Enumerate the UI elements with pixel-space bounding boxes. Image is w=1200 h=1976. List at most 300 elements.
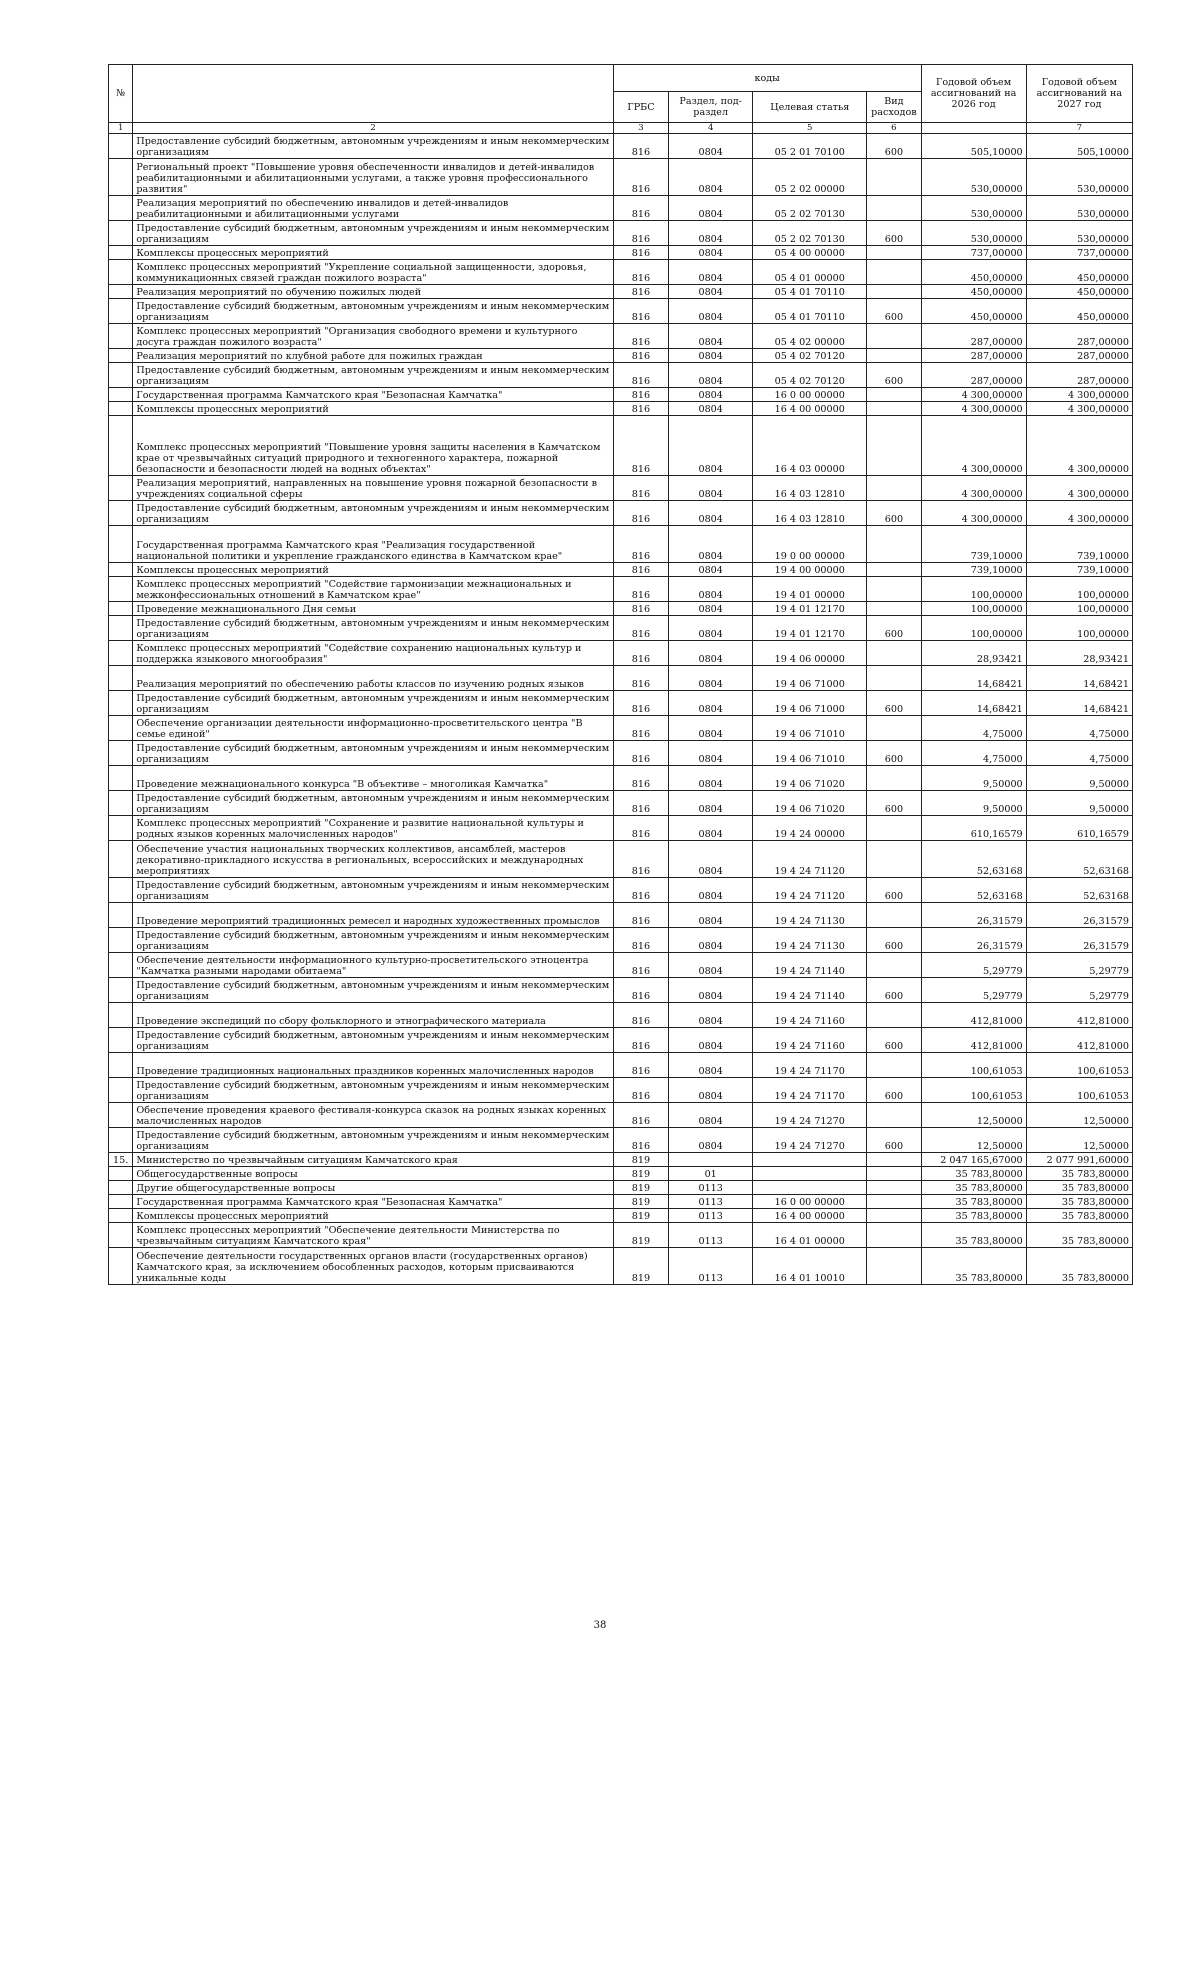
row-name: Комплекс процессных мероприятий "Содействие сохранению национальных культур и поддержка языкового многообразия" bbox=[133, 641, 613, 666]
row-name: Обеспечение проведения краевого фестиваля-конкурса сказок на родных языках коренных малочисленных народов bbox=[133, 1103, 613, 1128]
row-target: 16 0 00 00000 bbox=[753, 1195, 867, 1209]
table-row bbox=[109, 221, 1133, 246]
row-section: 0804 bbox=[669, 716, 753, 741]
row-name: Предоставление субсидий бюджетным, автономным учреждениям и иным некоммерческим организациям bbox=[133, 1028, 613, 1053]
row-kind bbox=[867, 841, 921, 878]
row-amount-2026: 9,50000 bbox=[921, 791, 1026, 816]
row-amount-2026: 100,00000 bbox=[921, 616, 1026, 641]
row-name: Проведение межнационального Дня семьи bbox=[133, 602, 613, 616]
row-name: Реализация мероприятий по клубной работе для пожилых граждан bbox=[133, 349, 613, 363]
row-grbs: 816 bbox=[613, 928, 668, 953]
row-section: 0804 bbox=[669, 324, 753, 349]
row-grbs: 816 bbox=[613, 285, 668, 299]
header-colnum-3: 3 bbox=[613, 123, 668, 134]
row-section: 0804 bbox=[669, 299, 753, 324]
row-target: 19 4 24 00000 bbox=[753, 816, 867, 841]
row-grbs: 816 bbox=[613, 716, 668, 741]
budget-table-sheet bbox=[108, 64, 1133, 1285]
row-name: Реализация мероприятий, направленных на повышение уровня пожарной безопасности в учреждениях социальной сферы bbox=[133, 476, 613, 501]
row-grbs: 816 bbox=[613, 953, 668, 978]
row-target: 19 4 06 71020 bbox=[753, 766, 867, 791]
row-number bbox=[109, 563, 133, 577]
row-target: 19 4 06 71000 bbox=[753, 691, 867, 716]
row-name: Обеспечение деятельности государственных органов власти (государственных органов) Камчатского края, за исключением обособленных расходов, которым присваиваются уникальные коды bbox=[133, 1248, 613, 1285]
row-section: 0804 bbox=[669, 402, 753, 416]
table-row bbox=[109, 1153, 1133, 1167]
row-kind: 600 bbox=[867, 299, 921, 324]
row-grbs: 816 bbox=[613, 878, 668, 903]
table-row bbox=[109, 691, 1133, 716]
row-target: 19 4 06 71010 bbox=[753, 741, 867, 766]
row-target: 16 4 00 00000 bbox=[753, 1209, 867, 1223]
row-kind bbox=[867, 324, 921, 349]
row-amount-2027: 52,63168 bbox=[1026, 878, 1132, 903]
table-row bbox=[109, 1078, 1133, 1103]
row-grbs: 816 bbox=[613, 903, 668, 928]
header-section: Раздел, под-раздел bbox=[669, 92, 753, 123]
row-name: Проведение мероприятий традиционных ремесел и народных художественных промыслов bbox=[133, 903, 613, 928]
row-grbs: 816 bbox=[613, 1128, 668, 1153]
row-target: 19 4 24 71120 bbox=[753, 878, 867, 903]
row-grbs: 819 bbox=[613, 1209, 668, 1223]
row-name: Реализация мероприятий по обучению пожилых людей bbox=[133, 285, 613, 299]
table-row bbox=[109, 1128, 1133, 1153]
row-number bbox=[109, 526, 133, 563]
table-row bbox=[109, 388, 1133, 402]
row-amount-2027: 35 783,80000 bbox=[1026, 1195, 1132, 1209]
row-amount-2026: 26,31579 bbox=[921, 903, 1026, 928]
row-target: 19 4 24 71140 bbox=[753, 978, 867, 1003]
header-kind: Вид расходов bbox=[867, 92, 921, 123]
row-section: 0804 bbox=[669, 563, 753, 577]
header-no: № bbox=[109, 65, 133, 123]
row-amount-2026: 52,63168 bbox=[921, 878, 1026, 903]
row-amount-2027: 412,81000 bbox=[1026, 1028, 1132, 1053]
row-kind bbox=[867, 196, 921, 221]
row-amount-2026: 739,10000 bbox=[921, 563, 1026, 577]
row-amount-2027: 739,10000 bbox=[1026, 526, 1132, 563]
row-amount-2026: 100,00000 bbox=[921, 602, 1026, 616]
row-kind: 600 bbox=[867, 221, 921, 246]
header-colnum-1: 1 bbox=[109, 123, 133, 134]
row-amount-2026: 505,10000 bbox=[921, 134, 1026, 159]
table-row bbox=[109, 1248, 1133, 1285]
row-grbs: 816 bbox=[613, 196, 668, 221]
table-row bbox=[109, 1195, 1133, 1209]
row-kind: 600 bbox=[867, 1078, 921, 1103]
row-amount-2026: 739,10000 bbox=[921, 526, 1026, 563]
table-row bbox=[109, 1003, 1133, 1028]
row-kind bbox=[867, 1248, 921, 1285]
header-target: Целевая статья bbox=[753, 92, 867, 123]
row-amount-2026: 4 300,00000 bbox=[921, 388, 1026, 402]
header-colnum-7: 7 bbox=[1026, 123, 1132, 134]
row-section: 0804 bbox=[669, 260, 753, 285]
row-kind bbox=[867, 526, 921, 563]
row-kind: 600 bbox=[867, 928, 921, 953]
row-amount-2027: 530,00000 bbox=[1026, 196, 1132, 221]
row-kind bbox=[867, 1223, 921, 1248]
row-kind: 600 bbox=[867, 878, 921, 903]
row-amount-2027: 737,00000 bbox=[1026, 246, 1132, 260]
row-target: 05 2 02 70130 bbox=[753, 196, 867, 221]
row-amount-2027: 4 300,00000 bbox=[1026, 416, 1132, 476]
row-number bbox=[109, 260, 133, 285]
row-number bbox=[109, 1028, 133, 1053]
row-name: Предоставление субсидий бюджетным, автономным учреждениям и иным некоммерческим организациям bbox=[133, 363, 613, 388]
row-amount-2026: 530,00000 bbox=[921, 196, 1026, 221]
row-name: Предоставление субсидий бюджетным, автономным учреждениям и иным некоммерческим организациям bbox=[133, 928, 613, 953]
row-name: Предоставление субсидий бюджетным, автономным учреждениям и иным некоммерческим организациям bbox=[133, 1128, 613, 1153]
row-grbs: 819 bbox=[613, 1195, 668, 1209]
row-amount-2027: 450,00000 bbox=[1026, 260, 1132, 285]
row-amount-2026: 5,29779 bbox=[921, 978, 1026, 1003]
row-target: 19 4 24 71270 bbox=[753, 1103, 867, 1128]
row-section: 0804 bbox=[669, 741, 753, 766]
row-name: Проведение традиционных национальных праздников коренных малочисленных народов bbox=[133, 1053, 613, 1078]
row-number bbox=[109, 741, 133, 766]
row-number bbox=[109, 196, 133, 221]
row-kind: 600 bbox=[867, 363, 921, 388]
row-kind bbox=[867, 816, 921, 841]
row-kind bbox=[867, 159, 921, 196]
row-name: Комплексы процессных мероприятий bbox=[133, 1209, 613, 1223]
row-section: 0113 bbox=[669, 1181, 753, 1195]
row-number bbox=[109, 953, 133, 978]
header-2026: Годовой объем ассигнований на 2026 год bbox=[921, 65, 1026, 123]
table-row bbox=[109, 1223, 1133, 1248]
row-target: 19 4 24 71170 bbox=[753, 1078, 867, 1103]
row-section: 0804 bbox=[669, 246, 753, 260]
row-kind bbox=[867, 1209, 921, 1223]
row-number bbox=[109, 1003, 133, 1028]
row-section: 01 bbox=[669, 1167, 753, 1181]
row-name: Предоставление субсидий бюджетным, автономным учреждениям и иным некоммерческим организациям bbox=[133, 221, 613, 246]
row-name: Министерство по чрезвычайным ситуациям Камчатского края bbox=[133, 1153, 613, 1167]
page-number: 38 bbox=[593, 1620, 607, 1631]
row-amount-2026: 530,00000 bbox=[921, 221, 1026, 246]
header-name bbox=[133, 65, 613, 123]
row-number bbox=[109, 616, 133, 641]
row-grbs: 816 bbox=[613, 134, 668, 159]
header-colnum-4: 4 bbox=[669, 123, 753, 134]
row-grbs: 816 bbox=[613, 349, 668, 363]
row-kind bbox=[867, 349, 921, 363]
row-number bbox=[109, 1167, 133, 1181]
row-section: 0804 bbox=[669, 1128, 753, 1153]
table-row bbox=[109, 260, 1133, 285]
table-row bbox=[109, 978, 1133, 1003]
row-amount-2027: 14,68421 bbox=[1026, 691, 1132, 716]
row-number bbox=[109, 363, 133, 388]
table-row bbox=[109, 416, 1133, 476]
row-name: Государственная программа Камчатского края "Реализация государственной национальной политики и укрепление гражданского единства в Камчатском крае" bbox=[133, 526, 613, 563]
row-kind bbox=[867, 1181, 921, 1195]
row-amount-2026: 35 783,80000 bbox=[921, 1195, 1026, 1209]
row-target: 05 4 01 00000 bbox=[753, 260, 867, 285]
row-amount-2026: 412,81000 bbox=[921, 1003, 1026, 1028]
row-target: 05 4 02 70120 bbox=[753, 349, 867, 363]
row-grbs: 816 bbox=[613, 816, 668, 841]
table-row bbox=[109, 903, 1133, 928]
row-number bbox=[109, 791, 133, 816]
row-name: Предоставление субсидий бюджетным, автономным учреждениям и иным некоммерческим организациям bbox=[133, 791, 613, 816]
row-number bbox=[109, 501, 133, 526]
row-section: 0804 bbox=[669, 791, 753, 816]
row-amount-2026: 100,00000 bbox=[921, 577, 1026, 602]
row-name: Проведение межнационального конкурса "В объективе – многоликая Камчатка" bbox=[133, 766, 613, 791]
table-row bbox=[109, 1053, 1133, 1078]
table-row bbox=[109, 766, 1133, 791]
row-number bbox=[109, 388, 133, 402]
row-kind: 600 bbox=[867, 741, 921, 766]
table-body bbox=[109, 134, 1133, 1285]
row-amount-2026: 35 783,80000 bbox=[921, 1181, 1026, 1195]
row-target: 19 4 24 71140 bbox=[753, 953, 867, 978]
row-name: Обеспечение участия национальных творческих коллективов, ансамблей, мастеров декоративно-прикладного искусства в региональных, всероссийских и международных мероприятиях bbox=[133, 841, 613, 878]
row-target bbox=[753, 1153, 867, 1167]
row-section: 0804 bbox=[669, 616, 753, 641]
row-number bbox=[109, 691, 133, 716]
row-target: 19 0 00 00000 bbox=[753, 526, 867, 563]
row-kind bbox=[867, 1153, 921, 1167]
row-kind bbox=[867, 402, 921, 416]
row-amount-2026: 287,00000 bbox=[921, 349, 1026, 363]
row-section: 0804 bbox=[669, 363, 753, 388]
row-number bbox=[109, 246, 133, 260]
row-amount-2027: 530,00000 bbox=[1026, 221, 1132, 246]
row-target: 05 4 02 70120 bbox=[753, 363, 867, 388]
row-amount-2027: 4 300,00000 bbox=[1026, 402, 1132, 416]
row-amount-2027: 100,00000 bbox=[1026, 577, 1132, 602]
table-row bbox=[109, 526, 1133, 563]
header-2027: Годовой объем ассигнований на 2027 год bbox=[1026, 65, 1132, 123]
row-grbs: 816 bbox=[613, 299, 668, 324]
row-section: 0804 bbox=[669, 953, 753, 978]
row-grbs: 816 bbox=[613, 1078, 668, 1103]
row-amount-2026: 4,75000 bbox=[921, 716, 1026, 741]
row-section: 0804 bbox=[669, 1028, 753, 1053]
row-kind bbox=[867, 903, 921, 928]
row-grbs: 816 bbox=[613, 641, 668, 666]
row-number bbox=[109, 134, 133, 159]
row-amount-2026: 52,63168 bbox=[921, 841, 1026, 878]
row-grbs: 816 bbox=[613, 221, 668, 246]
row-target: 05 4 02 00000 bbox=[753, 324, 867, 349]
row-kind bbox=[867, 260, 921, 285]
row-kind bbox=[867, 1003, 921, 1028]
row-target: 19 4 06 71000 bbox=[753, 666, 867, 691]
row-number bbox=[109, 1248, 133, 1285]
row-amount-2026: 100,61053 bbox=[921, 1078, 1026, 1103]
row-number bbox=[109, 1181, 133, 1195]
row-target: 19 4 24 71270 bbox=[753, 1128, 867, 1153]
row-name: Предоставление субсидий бюджетным, автономным учреждениям и иным некоммерческим организациям bbox=[133, 616, 613, 641]
row-kind bbox=[867, 766, 921, 791]
row-target: 16 4 03 12810 bbox=[753, 476, 867, 501]
table-row bbox=[109, 1167, 1133, 1181]
row-amount-2026: 26,31579 bbox=[921, 928, 1026, 953]
row-number: 15. bbox=[109, 1153, 133, 1167]
row-number bbox=[109, 1128, 133, 1153]
header-colnum-2: 2 bbox=[133, 123, 613, 134]
row-grbs: 816 bbox=[613, 1028, 668, 1053]
row-grbs: 816 bbox=[613, 416, 668, 476]
row-number bbox=[109, 716, 133, 741]
row-kind bbox=[867, 666, 921, 691]
row-name: Комплекс процессных мероприятий "Обеспечение деятельности Министерства по чрезвычайным ситуациям Камчатского края" bbox=[133, 1223, 613, 1248]
row-grbs: 819 bbox=[613, 1248, 668, 1285]
row-amount-2026: 5,29779 bbox=[921, 953, 1026, 978]
row-section: 0804 bbox=[669, 666, 753, 691]
row-section: 0804 bbox=[669, 1053, 753, 1078]
row-target: 19 4 24 71170 bbox=[753, 1053, 867, 1078]
row-section: 0804 bbox=[669, 691, 753, 716]
row-amount-2027: 12,50000 bbox=[1026, 1128, 1132, 1153]
row-amount-2027: 100,00000 bbox=[1026, 602, 1132, 616]
row-kind: 600 bbox=[867, 691, 921, 716]
table-row bbox=[109, 741, 1133, 766]
row-amount-2026: 4 300,00000 bbox=[921, 402, 1026, 416]
row-grbs: 816 bbox=[613, 526, 668, 563]
row-target: 16 0 00 00000 bbox=[753, 388, 867, 402]
row-grbs: 816 bbox=[613, 246, 668, 260]
row-name: Реализация мероприятий по обеспечению инвалидов и детей-инвалидов реабилитационными и абилитационными услугами bbox=[133, 196, 613, 221]
row-name: Обеспечение деятельности информационного культурно-просветительского этноцентра "Камчатка разными народами обитаема" bbox=[133, 953, 613, 978]
row-name: Предоставление субсидий бюджетным, автономным учреждениям и иным некоммерческим организациям bbox=[133, 978, 613, 1003]
row-kind bbox=[867, 716, 921, 741]
row-target: 19 4 01 12170 bbox=[753, 602, 867, 616]
row-name: Комплексы процессных мероприятий bbox=[133, 246, 613, 260]
table-row bbox=[109, 1103, 1133, 1128]
row-grbs: 816 bbox=[613, 577, 668, 602]
row-kind bbox=[867, 1167, 921, 1181]
table-row bbox=[109, 476, 1133, 501]
row-amount-2027: 28,93421 bbox=[1026, 641, 1132, 666]
row-amount-2027: 52,63168 bbox=[1026, 841, 1132, 878]
row-name: Комплекс процессных мероприятий "Организация свободного времени и культурного досуга граждан пожилого возраста" bbox=[133, 324, 613, 349]
row-section: 0804 bbox=[669, 903, 753, 928]
row-amount-2027: 9,50000 bbox=[1026, 766, 1132, 791]
row-amount-2026: 14,68421 bbox=[921, 666, 1026, 691]
row-section: 0804 bbox=[669, 134, 753, 159]
row-number bbox=[109, 1078, 133, 1103]
row-grbs: 816 bbox=[613, 791, 668, 816]
row-amount-2026: 610,16579 bbox=[921, 816, 1026, 841]
row-name: Комплексы процессных мероприятий bbox=[133, 402, 613, 416]
table-row bbox=[109, 349, 1133, 363]
row-target: 19 4 24 71160 bbox=[753, 1028, 867, 1053]
row-name: Обеспечение организации деятельности информационно-просветительского центра "В семье единой" bbox=[133, 716, 613, 741]
row-number bbox=[109, 1223, 133, 1248]
row-kind bbox=[867, 246, 921, 260]
row-section: 0804 bbox=[669, 602, 753, 616]
row-grbs: 816 bbox=[613, 978, 668, 1003]
row-target: 19 4 24 71160 bbox=[753, 1003, 867, 1028]
row-number bbox=[109, 1195, 133, 1209]
row-amount-2027: 610,16579 bbox=[1026, 816, 1132, 841]
row-amount-2027: 35 783,80000 bbox=[1026, 1248, 1132, 1285]
row-grbs: 816 bbox=[613, 616, 668, 641]
row-number bbox=[109, 1103, 133, 1128]
row-grbs: 816 bbox=[613, 666, 668, 691]
row-amount-2027: 2 077 991,60000 bbox=[1026, 1153, 1132, 1167]
row-grbs: 819 bbox=[613, 1153, 668, 1167]
row-grbs: 816 bbox=[613, 741, 668, 766]
table-row bbox=[109, 666, 1133, 691]
row-amount-2027: 505,10000 bbox=[1026, 134, 1132, 159]
row-target: 19 4 24 71130 bbox=[753, 903, 867, 928]
row-grbs: 816 bbox=[613, 363, 668, 388]
table-row bbox=[109, 501, 1133, 526]
row-amount-2027: 287,00000 bbox=[1026, 363, 1132, 388]
row-section: 0804 bbox=[669, 285, 753, 299]
row-name: Предоставление субсидий бюджетным, автономным учреждениям и иным некоммерческим организациям bbox=[133, 878, 613, 903]
row-target: 05 2 02 00000 bbox=[753, 159, 867, 196]
row-grbs: 816 bbox=[613, 602, 668, 616]
row-target: 16 4 03 00000 bbox=[753, 416, 867, 476]
row-amount-2026: 4,75000 bbox=[921, 741, 1026, 766]
table-row bbox=[109, 716, 1133, 741]
row-amount-2026: 2 047 165,67000 bbox=[921, 1153, 1026, 1167]
row-amount-2026: 35 783,80000 bbox=[921, 1167, 1026, 1181]
row-amount-2026: 9,50000 bbox=[921, 766, 1026, 791]
row-amount-2027: 35 783,80000 bbox=[1026, 1223, 1132, 1248]
table-row bbox=[109, 953, 1133, 978]
row-name: Комплексы процессных мероприятий bbox=[133, 563, 613, 577]
row-name: Региональный проект "Повышение уровня обеспеченности инвалидов и детей-инвалидов реабилитационными и абилитационными услугами, а также уровня профессионального развития" bbox=[133, 159, 613, 196]
row-section: 0804 bbox=[669, 526, 753, 563]
row-number bbox=[109, 577, 133, 602]
row-section: 0804 bbox=[669, 1103, 753, 1128]
row-number bbox=[109, 602, 133, 616]
row-name: Государственная программа Камчатского края "Безопасная Камчатка" bbox=[133, 388, 613, 402]
row-section: 0804 bbox=[669, 196, 753, 221]
row-amount-2026: 12,50000 bbox=[921, 1128, 1026, 1153]
table-row bbox=[109, 641, 1133, 666]
table-row bbox=[109, 563, 1133, 577]
row-target: 05 4 01 70110 bbox=[753, 285, 867, 299]
row-amount-2026: 737,00000 bbox=[921, 246, 1026, 260]
table-row bbox=[109, 285, 1133, 299]
row-amount-2027: 739,10000 bbox=[1026, 563, 1132, 577]
row-amount-2026: 100,61053 bbox=[921, 1053, 1026, 1078]
row-kind bbox=[867, 563, 921, 577]
row-target: 16 4 01 00000 bbox=[753, 1223, 867, 1248]
row-section: 0804 bbox=[669, 221, 753, 246]
table-row bbox=[109, 159, 1133, 196]
row-number bbox=[109, 402, 133, 416]
row-amount-2026: 4 300,00000 bbox=[921, 416, 1026, 476]
row-name: Реализация мероприятий по обеспечению работы классов по изучению родных языков bbox=[133, 666, 613, 691]
row-amount-2027: 450,00000 bbox=[1026, 299, 1132, 324]
table-row bbox=[109, 791, 1133, 816]
row-amount-2027: 5,29779 bbox=[1026, 978, 1132, 1003]
row-section: 0804 bbox=[669, 159, 753, 196]
row-grbs: 816 bbox=[613, 691, 668, 716]
row-amount-2027: 26,31579 bbox=[1026, 903, 1132, 928]
row-number bbox=[109, 878, 133, 903]
row-target: 05 4 01 70110 bbox=[753, 299, 867, 324]
row-name: Другие общегосударственные вопросы bbox=[133, 1181, 613, 1195]
header-codes: коды bbox=[613, 65, 921, 92]
row-amount-2026: 450,00000 bbox=[921, 285, 1026, 299]
row-amount-2027: 100,00000 bbox=[1026, 616, 1132, 641]
row-section: 0804 bbox=[669, 476, 753, 501]
row-grbs: 816 bbox=[613, 563, 668, 577]
row-kind bbox=[867, 1053, 921, 1078]
row-amount-2026: 4 300,00000 bbox=[921, 501, 1026, 526]
